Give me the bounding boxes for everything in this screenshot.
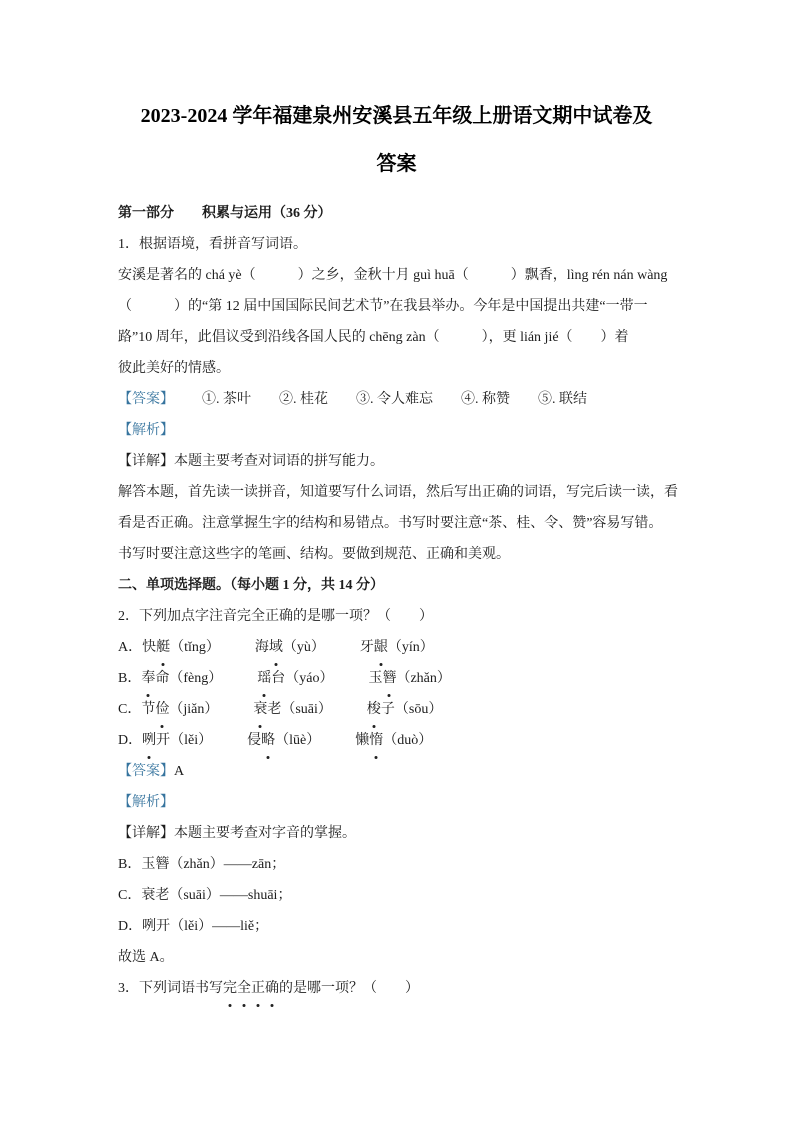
text-segment: 台（yáo） 玉 xyxy=(271,671,383,686)
emphasized-char: 衰 xyxy=(253,694,267,725)
emphasized-char: 完 xyxy=(223,973,237,1004)
emphasized-char: 正 xyxy=(251,973,265,1004)
q1-answer-label: 【答案】 xyxy=(118,392,174,407)
q1-body-line1: 安溪是著名的 chá yè（ ）之乡，金秋十月 guì huā（ ）飘香，lìng rén nán wàng xyxy=(118,268,668,283)
q1-answer-items: ①. 茶叶 ②. 桂花 ③. 令人难忘 ④. 称赞 ⑤. 联结 xyxy=(202,392,587,407)
text-segment: （zhǎn） xyxy=(396,671,451,686)
text-segment: （yù） 牙 xyxy=(282,640,374,655)
document-body xyxy=(0,198,793,1004)
q2-explanation-b: B．玉簪（zhǎn）——zān； xyxy=(118,857,286,872)
text-segment: 开（lěi） 侵 xyxy=(156,733,262,748)
emphasized-char: 惰 xyxy=(369,725,383,756)
emphasized-char: 龈 xyxy=(374,632,388,663)
q1-analysis-label: 【解析】 xyxy=(118,423,174,438)
q3-stem xyxy=(118,973,675,1004)
q2-option-b xyxy=(118,663,675,694)
q2-answer-line xyxy=(118,756,675,787)
q2-option-c xyxy=(118,694,675,725)
q1-explanation-line2: 看是否正确。注意掌握生字的结构和易错点。书写时要注意“茶、桂、令、赞”容易写错。 xyxy=(118,516,663,531)
text-segment: D． xyxy=(118,733,143,748)
text-segment: A．快 xyxy=(118,640,157,655)
q1-stem: 1．根据语境，看拼音写词语。 xyxy=(118,237,307,252)
q1-detail-line: 【详解】本题主要考查对词语的拼写能力。 xyxy=(118,454,384,469)
text-segment: （tǐng） 海 xyxy=(170,640,269,655)
text-segment: 命（fèng） xyxy=(155,671,258,686)
emphasized-char: 咧 xyxy=(142,725,156,756)
text-segment: （jiǎn） xyxy=(169,702,254,717)
part1-heading: 第一部分 积累与运用（36 分） xyxy=(118,206,332,221)
emphasized-char: 全 xyxy=(237,973,251,1004)
q1-answer-line xyxy=(118,384,675,415)
q2-answer-value: A xyxy=(174,764,185,779)
text-segment: 子（sōu） xyxy=(380,702,443,717)
emphasized-char: 瑶 xyxy=(257,663,271,694)
q1-explanation-line3: 书写时要注意这些字的笔画、结构。要做到规范、正确和美观。 xyxy=(118,547,510,562)
q2-option-a xyxy=(118,632,675,663)
text-segment: 老（suāi） xyxy=(267,702,367,717)
q2-detail-line: 【详解】本题主要考查对字音的掌握。 xyxy=(118,826,356,841)
q2-analysis-line xyxy=(118,787,675,818)
text-segment: （yín） xyxy=(387,640,434,655)
part2-heading: 二、单项选择题。（每小题 1 分，共 14 分） xyxy=(118,578,384,593)
emphasized-char: 俭 xyxy=(155,694,169,725)
q1-analysis-line xyxy=(118,415,675,446)
q2-stem: 2．下列加点字注音完全正确的是哪一项？（ ） xyxy=(118,609,433,624)
text-segment: 的是哪一项？（ ） xyxy=(279,981,419,996)
document-title xyxy=(0,0,793,188)
q1-body-line4: 彼此美好的情感。 xyxy=(118,361,230,376)
emphasized-char: 梭 xyxy=(367,694,381,725)
emphasized-char: 簪 xyxy=(382,663,396,694)
text-segment: C．节 xyxy=(118,702,156,717)
q1-explanation-line1: 解答本题，首先读一读拼音，知道要写什么词语，然后写出正确的词语，写完后读一读，看 xyxy=(118,485,678,500)
q2-option-d xyxy=(118,725,675,756)
q2-analysis-label: 【解析】 xyxy=(118,795,174,810)
q2-answer-label: 【答案】 xyxy=(118,764,174,779)
emphasized-char: 奉 xyxy=(141,663,155,694)
text-segment: 3．下列词语书写 xyxy=(118,981,223,996)
emphasized-char: 确 xyxy=(265,973,279,1004)
q1-body-line2: （ ）的“第 12 届中国国际民间艺术节”在我县举办。今年是中国提出共建“一带一 xyxy=(118,299,648,314)
q1-body-line3: 路”10 周年，此倡议受到沿线各国人民的 chēng zàn（ ），更 lián jié（ ）着 xyxy=(118,330,629,345)
text-segment: （duò） xyxy=(383,733,433,748)
q2-conclusion: 故选 A。 xyxy=(118,950,174,965)
emphasized-char: 域 xyxy=(269,632,283,663)
q2-explanation-d: D．咧开（lěi）——liě； xyxy=(118,919,269,934)
text-segment: （lūè） 懒 xyxy=(275,733,370,748)
title-line-2: 答案 xyxy=(376,153,417,175)
emphasized-char: 略 xyxy=(261,725,275,756)
q2-explanation-c: C．衰老（suāi）——shuāi； xyxy=(118,888,292,903)
emphasized-char: 艇 xyxy=(156,632,170,663)
text-segment: B． xyxy=(118,671,142,686)
title-line-1: 2023-2024 学年福建泉州安溪县五年级上册语文期中试卷及 xyxy=(140,105,653,127)
